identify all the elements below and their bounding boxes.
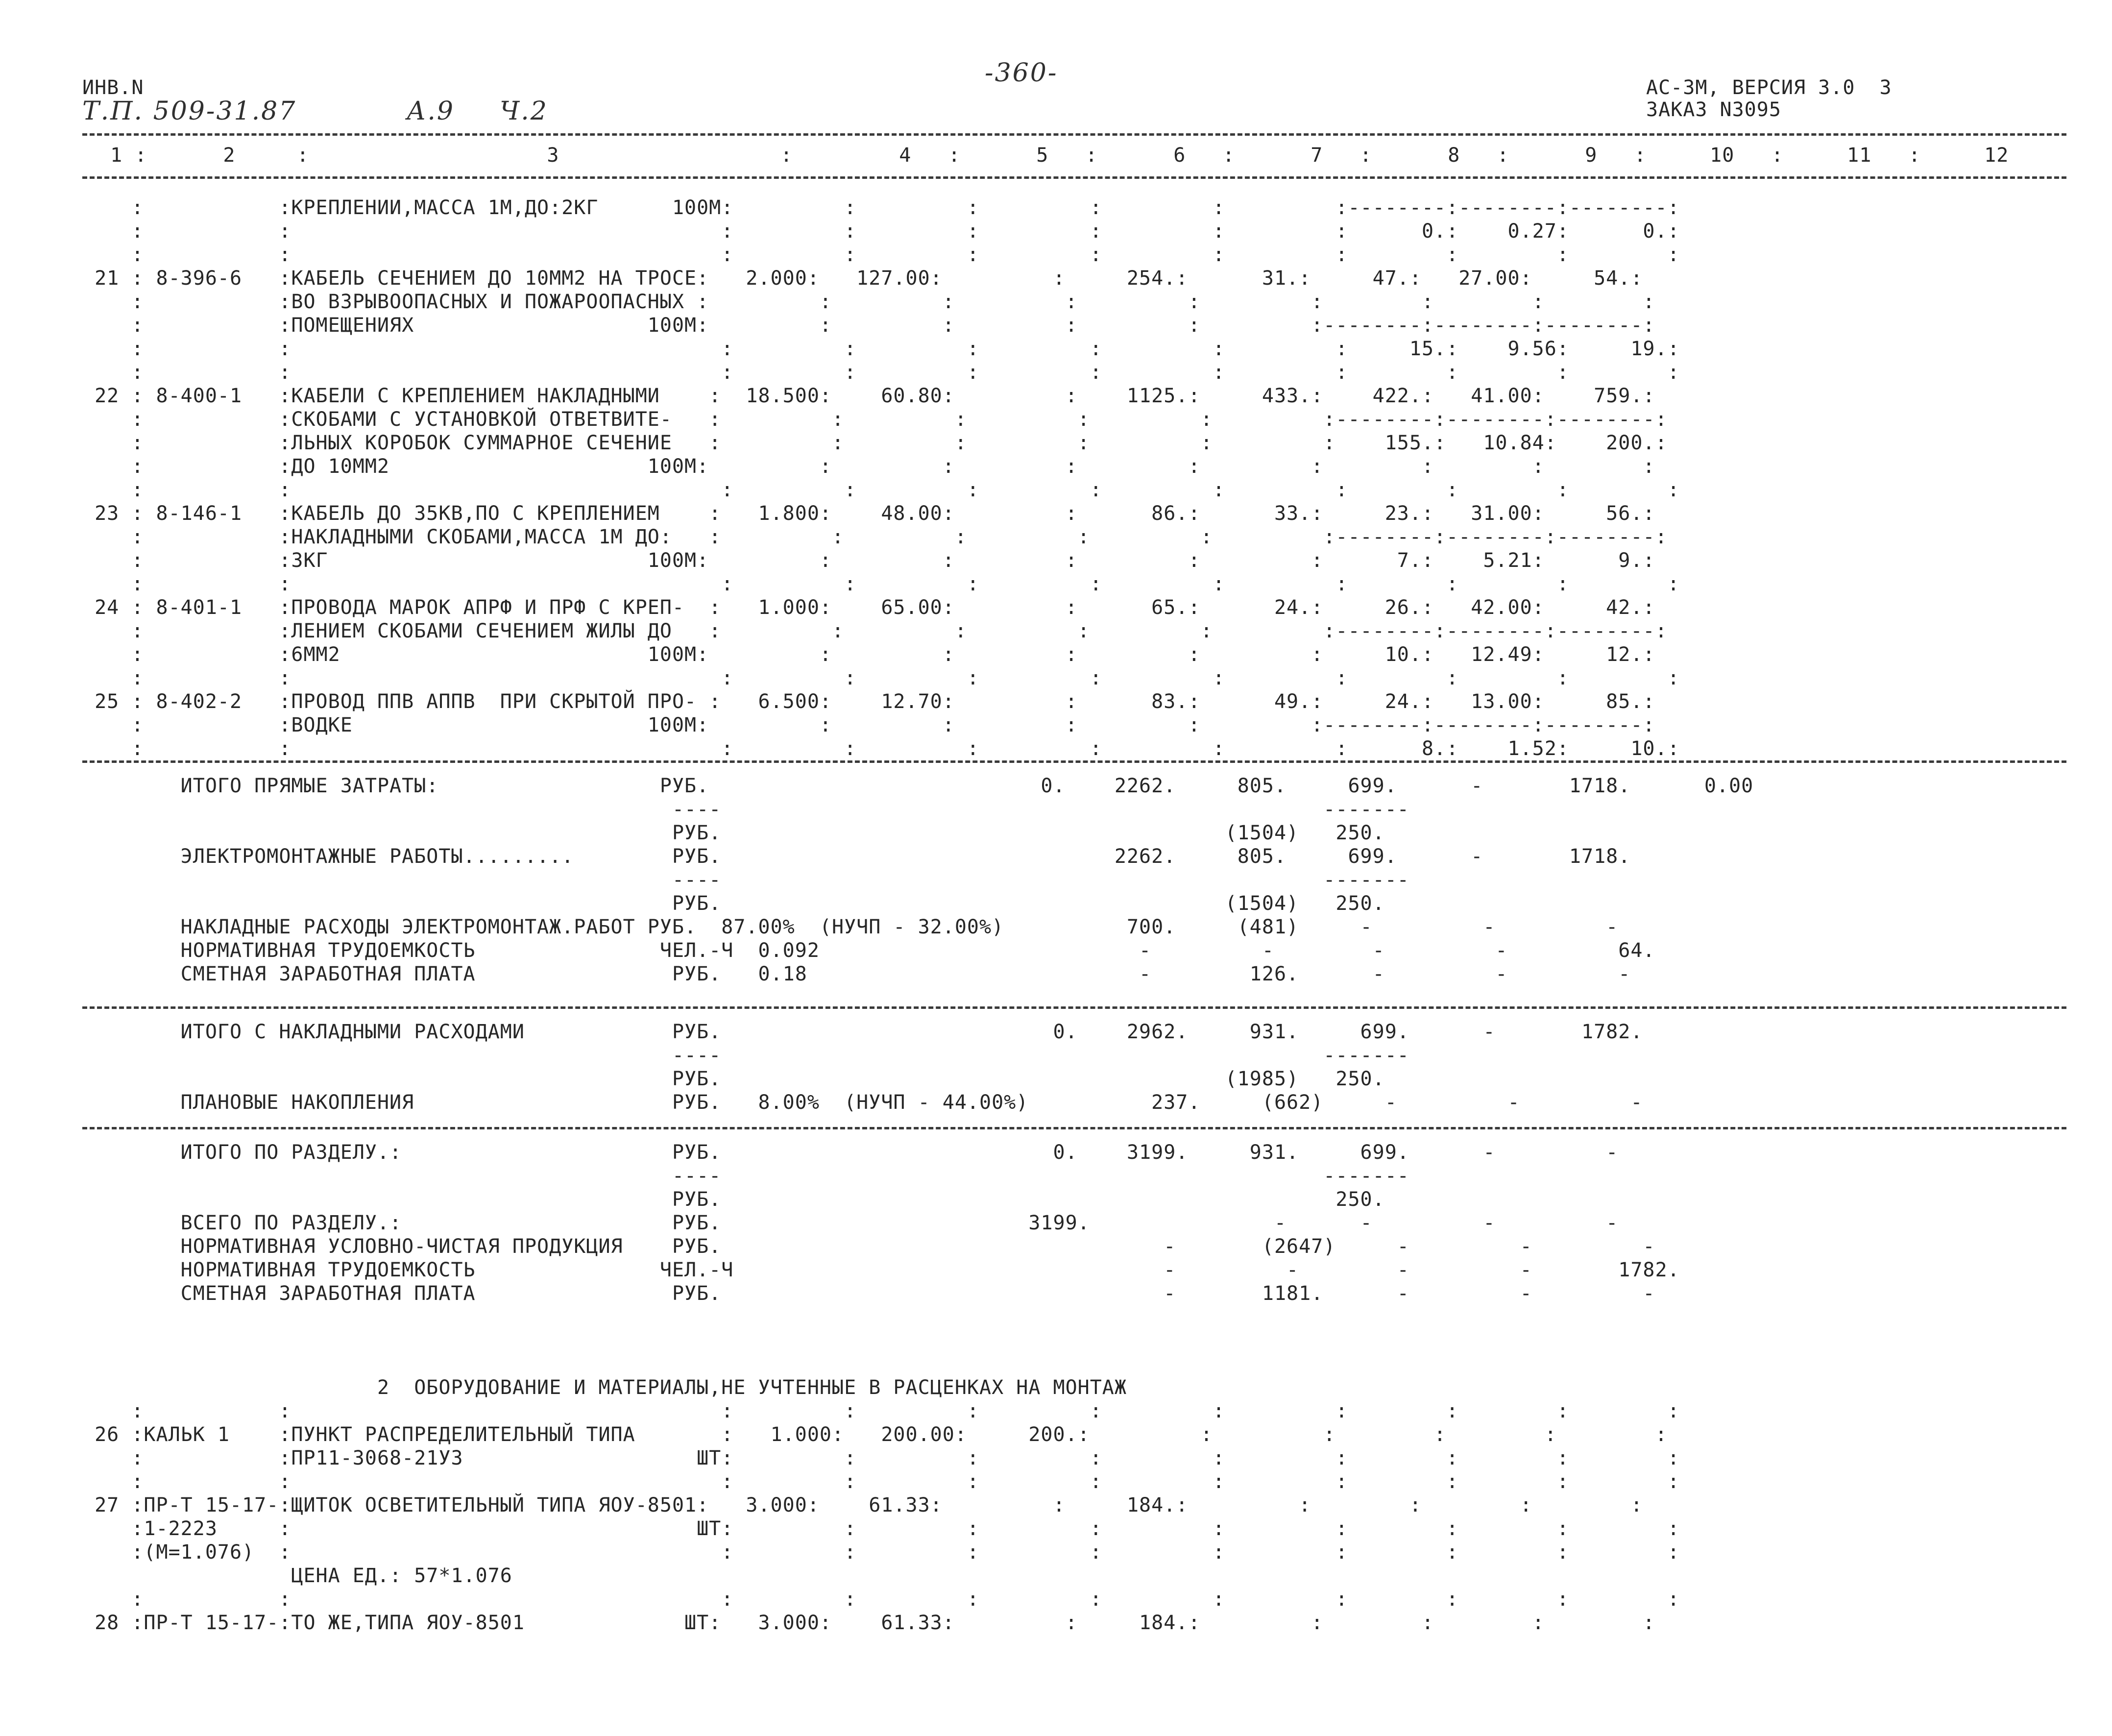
line-23: : :ВОДКЕ 100М: : : : : :--------:--------:--------: [82, 714, 1655, 736]
line-20: : :6ММ2 100М: : : : : : 10.: 12.49: 12.: [82, 643, 1655, 666]
line-09: 22 : 8-400-1 :КАБЕЛИ С КРЕПЛЕНИЕМ НАКЛАДНЫМИ : 18.500: 60.80: : 1125.: 433.: 422.: 41.00: 759.: [82, 385, 1655, 407]
line-22: 25 : 8-402-2 :ПРОВОД ППВ АППВ ПРИ СКРЫТОЙ ПРО- : 6.500: 12.70: : 83.: 49.: 24.: 13.00: 85.: [82, 690, 1655, 713]
line-32: НАКЛАДНЫЕ РАСХОДЫ ЭЛЕКТРОМОНТАЖ.РАБОТ РУБ. 87.00% (НУЧП - 32.00%) 700. (481) - - - [82, 916, 1619, 938]
line-31: РУБ. (1504) 250. [82, 892, 1385, 915]
line-46: НОРМАТИВНАЯ ТРУДОЕМКОСТЬ ЧЕЛ.-Ч - - - - 1782. [82, 1259, 1680, 1281]
line-45: НОРМАТИВНАЯ УСЛОВНО-ЧИСТАЯ ПРОДУКЦИЯ РУБ. - (2647) - - - [82, 1235, 1655, 1258]
column-1-number: 1 : [98, 144, 147, 167]
line-57: :1-2223 : ШТ: : : : : : : : : [82, 1517, 1680, 1540]
line-05: : :ВО ВЗРЫВООПАСНЫХ И ПОЖАРООПАСНЫХ : : : : : : : : : [82, 291, 1655, 313]
line-36: ИТОГО С НАКЛАДНЫМИ РАСХОДАМИ РУБ. 0. 2962. 931. 699. - 1782. [82, 1021, 1643, 1043]
inventory-number-label: ИНВ.N [82, 76, 144, 99]
line-59: ЦЕНА ЕД.: 57*1.076 [82, 1565, 512, 1587]
software-version: АС-3М, ВЕРСИЯ 3.0 3 [1646, 76, 1892, 99]
line-12: : :ДО 10ММ2 100М: : : : : : : : : [82, 455, 1655, 478]
line-53: 26 :КАЛЬК 1 :ПУНКТ РАСПРЕДЕЛИТЕЛЬНЫЙ ТИПА : 1.000: 200.00: 200.: : : : : : [82, 1423, 1668, 1446]
line-33: НОРМАТИВНАЯ ТРУДОЕМКОСТЬ ЧЕЛ.-Ч 0.092 - - - - 64. [82, 939, 1655, 962]
line-54: : :ПР11-3068-21У3 ШТ: : : : : : : : : [82, 1447, 1680, 1469]
line-29: ЭЛЕКТРОМОНТАЖНЫЕ РАБОТЫ......... РУБ. 2262. 805. 699. - 1718. [82, 845, 1631, 868]
line-52: : : : : : : : : : : : [82, 1400, 1680, 1422]
column-5-number: 5 : [999, 144, 1098, 167]
header-rule-bottom [82, 176, 2066, 179]
column-12-number: 12 [1960, 144, 2009, 167]
column-10-number: 10 : [1685, 144, 1784, 167]
column-11-number: 11 : [1822, 144, 1921, 167]
line-06: : :ПОМЕЩЕНИЯХ 100М: : : : : :--------:--------:--------: [82, 314, 1655, 337]
column-9-number: 9 : [1548, 144, 1647, 167]
line-11: : :ЛЬНЫХ КОРОБОК СУММАРНОЕ СЕЧЕНИЕ : : : : : : 155.: 10.84: 200.: [82, 432, 1668, 454]
column-7-number: 7 : [1274, 144, 1372, 167]
line-24: : : : : : : : : 8.: 1.52: 10.: [82, 737, 1680, 760]
line-26: ИТОГО ПРЯМЫЕ ЗАТРАТЫ: РУБ. 0. 2262. 805. 699. - 1718. 0.00 [82, 775, 1754, 797]
line-01: : :КРЕПЛЕНИИ,МАССА 1М,ДО:2КГ 100М: : : : : :--------:--------:--------: [82, 196, 1680, 219]
album-number: А.9 [407, 97, 455, 126]
line-02: : : : : : : : : 0.: 0.27: 0.: [82, 220, 1680, 243]
line-55: : : : : : : : : : : : [82, 1470, 1680, 1493]
line-43: РУБ. 250. [82, 1188, 1385, 1211]
line-27: ---- ------- [82, 798, 1409, 821]
line-39: ПЛАНОВЫЕ НАКОПЛЕНИЯ РУБ. 8.00% (НУЧП - 44.00%) 237. (662) - - - [82, 1091, 1643, 1114]
line-14: 23 : 8-146-1 :КАБЕЛЬ ДО 35КВ,ПО С КРЕПЛЕНИЕМ : 1.800: 48.00: : 86.: 33.: 23.: 31.00: 56.: [82, 502, 1655, 525]
line-15: : :НАКЛАДНЫМИ СКОБАМИ,МАССА 1М ДО: : : : : : :--------:--------:--------: [82, 526, 1668, 548]
column-3-number: 3 : [338, 144, 793, 167]
line-60: : : : : : : : : : : : [82, 1588, 1680, 1611]
order-number: ЗАКАЗ N3095 [1646, 98, 1781, 121]
line-38: РУБ. (1985) 250. [82, 1068, 1385, 1090]
line-13: : : : : : : : : : : : [82, 479, 1680, 501]
line-42: ---- ------- [82, 1165, 1409, 1187]
line-44: ВСЕГО ПО РАЗДЕЛУ.: РУБ. 3199. - - - - [82, 1212, 1619, 1234]
line-51: 2 ОБОРУДОВАНИЕ И МАТЕРИАЛЫ,НЕ УЧТЕННЫЕ В РАСЦЕНКАХ НА МОНТАЖ [82, 1376, 1127, 1399]
line-10: : :СКОБАМИ С УСТАНОВКОЙ ОТВЕТВИТЕ- : : : : : :--------:--------:--------: [82, 408, 1668, 431]
line-04: 21 : 8-396-6 :КАБЕЛЬ СЕЧЕНИЕМ ДО 10ММ2 НА ТРОСЕ: 2.000: 127.00: : 254.: 31.: 47.: 27.00: 54.: [82, 267, 1643, 290]
line-03: : : : : : : : : : : : [82, 244, 1680, 266]
part-number: Ч.2 [500, 97, 548, 126]
line-21: : : : : : : : : : : : [82, 667, 1680, 689]
line-37: ---- ------- [82, 1044, 1409, 1067]
line-18: 24 : 8-401-1 :ПРОВОДА МАРОК АПРФ И ПРФ С КРЕП- : 1.000: 65.00: : 65.: 24.: 26.: 42.00: 42.: [82, 596, 1655, 619]
line-19: : :ЛЕНИЕМ СКОБАМИ СЕЧЕНИЕМ ЖИЛЫ ДО : : : : : :--------:--------:--------: [82, 620, 1668, 642]
section-rule-overheads [82, 1006, 2066, 1009]
line-08: : : : : : : : : : : : [82, 361, 1680, 384]
line-41: ИТОГО ПО РАЗДЕЛУ.: РУБ. 0. 3199. 931. 699. - - [82, 1141, 1619, 1164]
line-30: ---- ------- [82, 869, 1409, 891]
line-47: СМЕТНАЯ ЗАРАБОТНАЯ ПЛАТА РУБ. - 1181. - - - [82, 1282, 1655, 1305]
section-rule-totals [82, 1127, 2066, 1129]
section-rule-direct-costs [82, 760, 2066, 763]
line-28: РУБ. (1504) 250. [82, 822, 1385, 844]
page-number: -360- [985, 58, 1058, 88]
header-rule-top [82, 133, 2066, 136]
line-61: 28 :ПР-Т 15-17-:ТО ЖЕ,ТИПА ЯОУ-8501 ШТ: 3.000: 61.33: : 184.: : : : : [82, 1612, 1655, 1634]
column-2-number: 2 : [162, 144, 309, 167]
line-56: 27 :ПР-Т 15-17-:ЩИТОК ОСВЕТИТЕЛЬНЫЙ ТИПА ЯОУ-8501: 3.000: 61.33: : 184.: : : : : [82, 1494, 1643, 1516]
project-code: Т.П. 509-31.87 [82, 97, 297, 126]
line-16: : :3КГ 100М: : : : : : 7.: 5.21: 9.: [82, 549, 1655, 572]
line-58: :(М=1.076) : : : : : : : : : : [82, 1541, 1680, 1564]
column-4-number: 4 : [862, 144, 961, 167]
line-34: СМЕТНАЯ ЗАРАБОТНАЯ ПЛАТА РУБ. 0.18 - 126. - - - [82, 963, 1631, 985]
column-8-number: 8 : [1411, 144, 1509, 167]
line-17: : : : : : : : : : : : [82, 573, 1680, 595]
column-6-number: 6 : [1137, 144, 1235, 167]
line-07: : : : : : : : : 15.: 9.56: 19.: [82, 338, 1680, 360]
